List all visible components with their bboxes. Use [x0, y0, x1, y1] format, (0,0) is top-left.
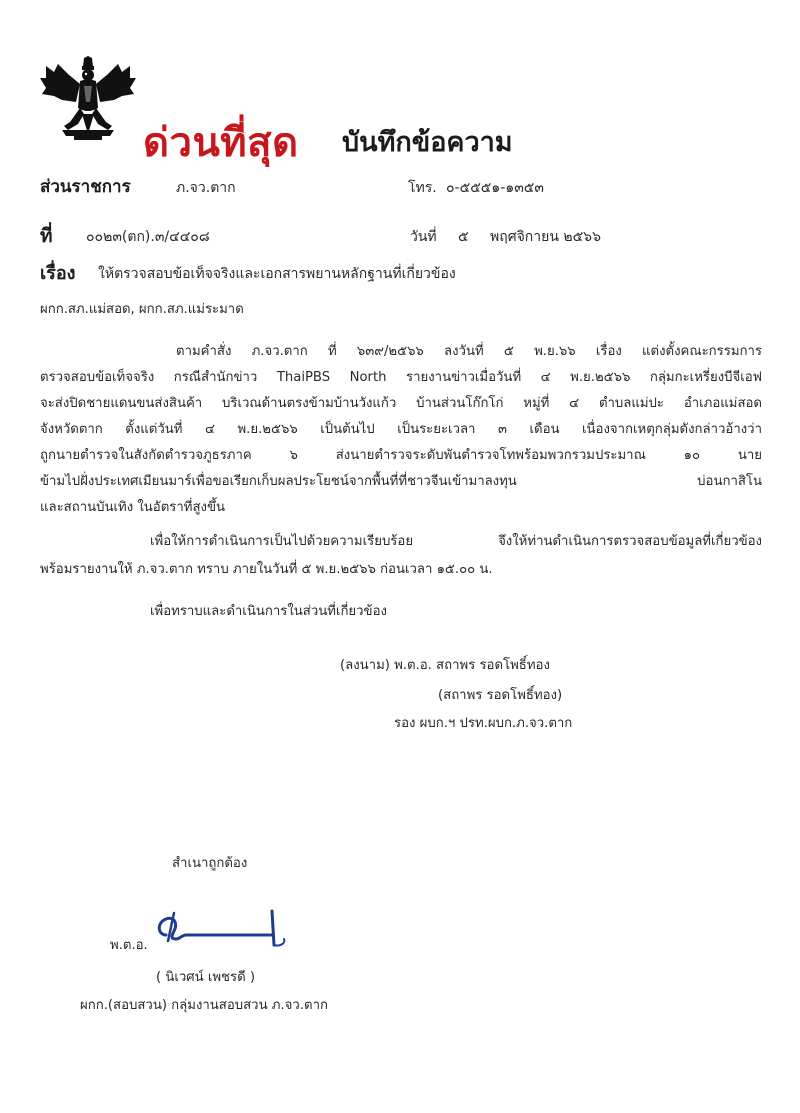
handwritten-signature-icon: [146, 905, 296, 957]
paragraph-line: ตามคำสั่ง ภ.จว.ตาก ที่ ๖๓๙/๒๕๖๖ ลงวันที่ ๕ พ.ย.๖๖ เรื่อง แต่งตั้งคณะกรรมการ: [176, 344, 762, 359]
date-label: วันที่: [410, 229, 437, 245]
paragraph-line: จังหวัดตาก ตั้งแต่วันที่ ๔ พ.ย.๒๕๖๖ เป็นต้นไป เป็นระยะเวลา ๓ เดือน เนื่องจากเหตุกลุ่มดังกล่าวอ้างว่า: [40, 422, 762, 437]
agency-value: ภ.จว.ตาก: [176, 180, 236, 196]
paragraph-line: พร้อมรายงานให้ ภ.จว.ตาก ทราบ ภายในวันที่ ๕ พ.ย.๒๕๖๖ ก่อนเวลา ๑๕.๐๐ น.: [40, 562, 493, 577]
paragraph-line: ตรวจสอบข้อเท็จจริง กรณีสำนักข่าว ThaiPBS North รายงานข่าวเมื่อวันที่ ๔ พ.ย.๒๕๖๖ กลุ่มกะเหรี่ยงบีจีเอฟ: [40, 370, 762, 385]
date-month-year: พฤศจิกายน ๒๕๖๖: [490, 229, 601, 245]
paragraph-line: เพื่อให้การดำเนินการเป็นไปด้วยความเรียบร้อย จึงให้ท่านดำเนินการตรวจสอบข้อมูลที่เกี่ยวข้อง: [150, 534, 762, 549]
subject-value: ให้ตรวจสอบข้อเท็จจริงและเอกสารพยานหลักฐานที่เกี่ยวข้อง: [98, 266, 456, 282]
urgency-stamp: ด่วนที่สุด: [143, 120, 299, 166]
phone-label: โทร.: [408, 180, 437, 196]
closing-line: เพื่อทราบและดำเนินการในส่วนที่เกี่ยวข้อง: [150, 604, 387, 619]
phone-value: ๐-๕๕๕๑-๑๓๕๓: [446, 180, 544, 196]
true-copy-label: สำเนาถูกต้อง: [172, 856, 248, 871]
signer-name: (สถาพร รอดโพธิ์ทอง): [438, 688, 563, 703]
certifier-rank: พ.ต.อ.: [110, 938, 148, 953]
certifier-name: ( นิเวศน์ เพชรดี ): [156, 970, 255, 985]
paragraph-line: ข้ามไปฝั่งประเทศเมียนมาร์เพื่อขอเรียกเก็บผลประโยชน์จากพื้นที่ที่ชาวจีนเข้ามาลงทุน บ่อนกาสิโน: [40, 474, 762, 489]
date-day: ๕: [458, 229, 469, 245]
addressee: ผกก.สภ.แม่สอด, ผกก.สภ.แม่ระมาด: [40, 302, 244, 317]
certifier-position: ผกก.(สอบสวน) กลุ่มงานสอบสวน ภ.จว.ตาก: [80, 998, 328, 1013]
paragraph-line: ถูกนายตำรวจในสังกัดตำรวจภูธรภาค ๖ ส่งนายตำรวจระดับพันตำรวจโทพร้อมพวกรวมประมาณ ๑๐ นาย: [40, 448, 762, 463]
signed-by-line: (ลงนาม) พ.ต.อ. สถาพร รอดโพธิ์ทอง: [340, 658, 550, 673]
subject-label: เรื่อง: [40, 263, 76, 284]
ref-value: ๐๐๒๓(ตก).๓/๔๔๐๘: [86, 229, 210, 245]
paragraph-line: จะส่งปิดชายแดนขนส่งสินค้า บริเวณด้านตรงข้ามบ้านวังแก้ว บ้านส่วนโก๊กโก่ หมู่ที่ ๔ ตำบลแม่ปะ อำเภอแม่สอด: [40, 396, 762, 411]
ref-label: ที่: [40, 225, 53, 247]
memo-title: บันทึกข้อความ: [342, 127, 513, 158]
paragraph-line: และสถานบันเทิง ในอัตราที่สูงขึ้น: [40, 500, 225, 515]
agency-label: ส่วนราชการ: [40, 177, 131, 197]
garuda-emblem-icon: [40, 56, 136, 144]
signer-position: รอง ผบก.ฯ ปรท.ผบก.ภ.จว.ตาก: [394, 716, 573, 731]
